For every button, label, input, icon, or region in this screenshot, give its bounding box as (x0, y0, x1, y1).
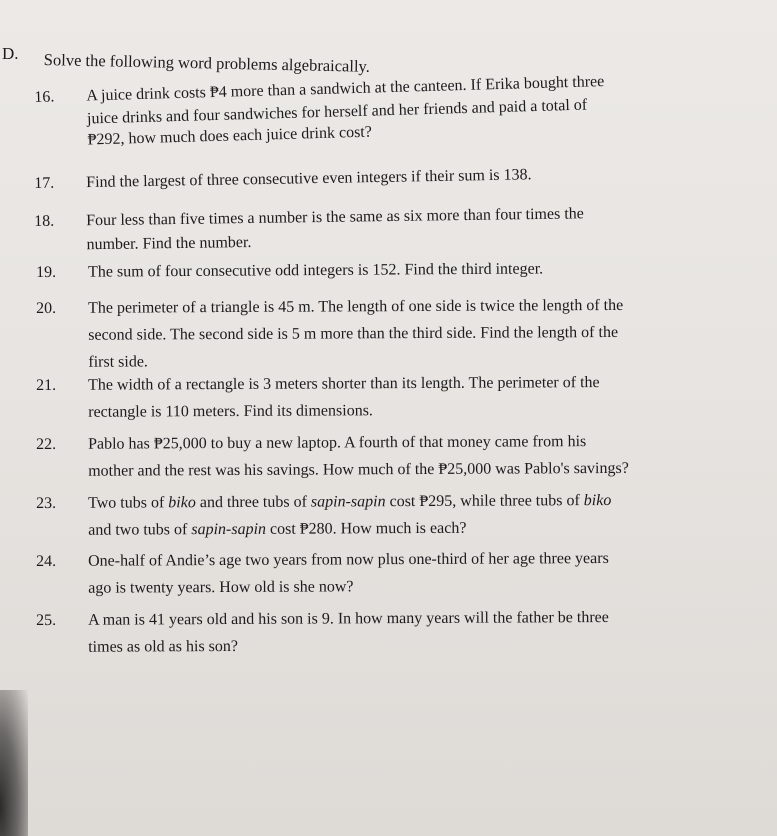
problem-text-line: first side. (88, 353, 148, 371)
problem-number: 17. (34, 174, 55, 192)
problem-text-line: The perimeter of a triangle is 45 m. The length of one side is twice the length of the (88, 296, 624, 317)
problem-number: 25. (36, 611, 57, 629)
problem-text-line: Four less than five times a number is the same as six more than four times the (86, 205, 584, 230)
problem-text-line: rectangle is 110 meters. Find its dimensions. (88, 402, 373, 421)
problem-text-line: Two tubs of biko and three tubs of sapin-sapin cost ₱295, while three tubs of biko (88, 491, 612, 512)
problem-text-line: One-half of Andie’s age two years from now plus one-third of her age three years (88, 550, 609, 570)
problem-text-line: and two tubs of sapin-sapin cost ₱280. How much is each? (88, 519, 467, 539)
problem-text-line: The width of a rectangle is 3 meters shorter than its length. The perimeter of the (88, 374, 600, 394)
problem-number: 16. (34, 88, 55, 106)
problem-text-line: A juice drink costs ₱4 more than a sandwich at the canteen. If Erika bought three (86, 73, 605, 105)
problem-number: 24. (36, 552, 57, 570)
problem-text-line: A man is 41 years old and his son is 9. In how many years will the father be three (88, 609, 609, 629)
problem-text-line: Pablo has ₱25,000 to buy a new laptop. A fourth of that money came from his (88, 433, 587, 453)
problem-text-line: Find the largest of three consecutive even integers if their sum is 138. (86, 166, 532, 192)
problem-text-line: number. Find the number. (86, 233, 252, 254)
problem-number: 22. (36, 435, 57, 453)
problem-number: 20. (36, 299, 57, 317)
problem-text-line: ₱292, how much does each juice drink cost? (87, 123, 373, 149)
problem-text-line: ago is twenty years. How old is she now? (88, 578, 354, 597)
problem-number: 18. (34, 212, 55, 230)
problem-text-line: second side. The second side is 5 m more than the third side. Find the length of the (88, 323, 619, 344)
section-letter: D. (2, 44, 19, 63)
problem-text-line: juice drinks and four sandwiches for herself and her friends and paid a total of (86, 96, 588, 128)
shadow (0, 690, 28, 836)
problem-text-line: times as old as his son? (88, 637, 239, 656)
problem-text-line: The sum of four consecutive odd integers is 152. Find the third integer. (88, 260, 544, 281)
problem-number: 23. (36, 494, 57, 512)
problem-text-line: mother and the rest was his savings. How much of the ₱25,000 was Pablo's savings? (88, 459, 629, 480)
problem-number: 19. (36, 263, 57, 281)
problem-number: 21. (36, 376, 57, 394)
section-instruction: Solve the following word problems algebraically. (43, 50, 371, 76)
